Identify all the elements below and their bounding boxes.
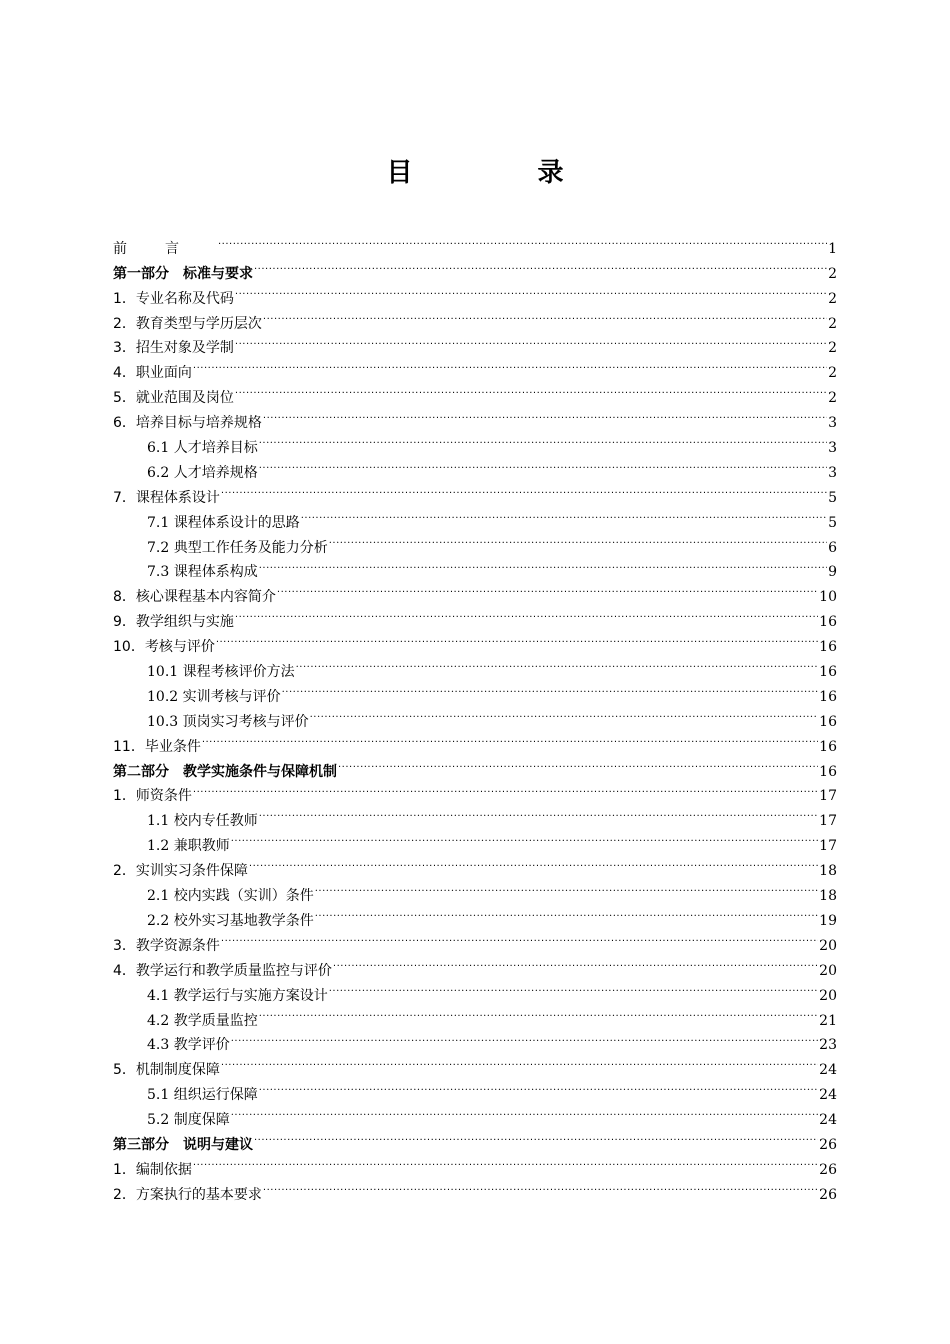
toc-dot-leader: [193, 1149, 818, 1174]
toc-entry-text: 第二部分 教学实施条件与保障机制: [113, 763, 337, 780]
toc-dot-leader: [218, 228, 827, 253]
toc-page-number: 24: [819, 1062, 837, 1079]
toc-dot-leader: [259, 1000, 818, 1025]
toc-page-number: 9: [828, 564, 837, 581]
toc-page-number: 16: [819, 713, 837, 730]
toc-dot-leader: [263, 402, 827, 427]
toc-entry-text: 8．核心课程基本内容简介: [113, 589, 276, 606]
toc-entry[interactable]: [113, 1149, 837, 1178]
toc-page-number: 16: [819, 688, 837, 705]
toc-entry[interactable]: [113, 502, 837, 531]
toc-dot-leader: [338, 751, 818, 776]
toc-page-number: 17: [819, 788, 837, 805]
toc-entry-text: 4．职业面向: [113, 365, 192, 382]
toc-page-number: 16: [819, 614, 837, 631]
toc-entry[interactable]: [113, 377, 837, 407]
toc-entry-text: 前言: [113, 240, 217, 257]
toc-entry-text: 第一部分 标准与要求: [113, 265, 253, 282]
toc-entry-text: 5.1 组织运行保障: [147, 1087, 258, 1104]
toc-entry[interactable]: [113, 950, 837, 979]
toc-entry[interactable]: [113, 477, 837, 506]
toc-list: [113, 228, 837, 1203]
toc-dot-leader: [202, 726, 818, 751]
toc-dot-leader: [231, 1025, 818, 1050]
toc-entry-text: 9．教学组织与实施: [113, 614, 234, 631]
toc-entry-text: 6.2 人才培养规格: [147, 464, 258, 481]
toc-entry[interactable]: [113, 751, 837, 780]
toc-page-number: 26: [819, 1186, 837, 1203]
toc-title: 目 录: [386, 158, 622, 188]
toc-entry-text: 第三部分 说明与建议: [113, 1136, 253, 1153]
toc-entry-text: 1．专业名称及代码: [113, 290, 234, 307]
toc-dot-leader: [329, 527, 827, 552]
toc-entry-text: 6．培养目标与培养规格: [113, 415, 262, 432]
toc-entry-text: 10.2 实训考核与评价: [147, 688, 281, 705]
toc-dot-leader: [193, 776, 818, 801]
toc-dot-leader: [249, 850, 818, 875]
toc-entry-text: 11．毕业条件: [113, 738, 201, 755]
toc-dot-leader: [259, 800, 818, 825]
toc-page-number: 2: [828, 290, 837, 307]
toc-entry[interactable]: [113, 253, 837, 282]
toc-entry[interactable]: [113, 726, 837, 755]
toc-dot-leader: [329, 975, 818, 1000]
toc-dot-leader: [259, 1074, 818, 1099]
toc-page-number: 19: [819, 912, 837, 929]
toc-entry-text: 2．实训实习条件保障: [113, 863, 248, 880]
toc-dot-leader: [235, 328, 827, 353]
toc-entry-text: 2.1 校内实践（实训）条件: [147, 888, 314, 905]
toc-entry[interactable]: [113, 925, 837, 954]
toc-dot-leader: [315, 900, 818, 925]
toc-page-number: 10: [819, 589, 837, 606]
toc-entry[interactable]: [113, 352, 837, 382]
toc-dot-leader: [333, 950, 818, 975]
toc-entry-text: 1．编制依据: [113, 1161, 192, 1178]
toc-dot-leader: [221, 1049, 818, 1074]
toc-dot-leader: [263, 1174, 818, 1199]
toc-entry[interactable]: [113, 1049, 837, 1079]
toc-dot-leader: [259, 452, 827, 477]
toc-entry-text: 3．招生对象及学制: [113, 340, 234, 357]
toc-entry-text: 10．考核与评价: [113, 639, 215, 656]
toc-page-number: 2: [828, 265, 837, 282]
toc-dot-leader: [254, 253, 827, 278]
toc-dot-leader: [310, 701, 819, 726]
toc-page-number: 2: [828, 365, 837, 382]
toc-entry-text: 4.1 教学运行与实施方案设计: [147, 987, 328, 1004]
toc-page-number: 3: [828, 464, 837, 481]
toc-page-number: 1: [828, 240, 837, 257]
toc-page-number: 24: [819, 1112, 837, 1129]
toc-page-number: 16: [819, 763, 837, 780]
toc-entry-text: 1．师资条件: [113, 788, 192, 805]
toc-entry-text: 7.2 典型工作任务及能力分析: [147, 539, 328, 556]
toc-entry-text: 2.2 校外实习基地教学条件: [147, 912, 314, 929]
toc-dot-leader: [221, 477, 827, 502]
toc-entry[interactable]: [113, 1174, 837, 1203]
toc-page-number: 17: [819, 813, 837, 830]
toc-page-number: 6: [828, 539, 837, 556]
toc-entry-text: 2．教育类型与学历层次: [113, 315, 262, 332]
toc-page-number: 20: [819, 987, 837, 1004]
toc-dot-leader: [235, 377, 827, 402]
toc-page-number: 20: [819, 937, 837, 954]
toc-page-number: 3: [828, 415, 837, 432]
toc-page-number: 2: [828, 315, 837, 332]
toc-dot-leader: [259, 552, 827, 577]
toc-entry-text: 7.1 课程体系设计的思路: [147, 514, 300, 531]
toc-entry-text: 1.1 校内专任教师: [147, 813, 258, 830]
toc-entry[interactable]: [113, 228, 837, 257]
toc-page-number: 26: [819, 1161, 837, 1178]
toc-entry[interactable]: [113, 626, 837, 656]
toc-entry-text: 2．方案执行的基本要求: [113, 1186, 262, 1203]
toc-page-number: 20: [819, 962, 837, 979]
toc-dot-leader: [277, 576, 818, 601]
toc-page-number: 18: [819, 863, 837, 880]
toc-page-number: 2: [828, 390, 837, 407]
toc-dot-leader: [231, 1099, 818, 1124]
toc-dot-leader: [254, 1124, 818, 1149]
toc-entry-text: 6.1 人才培养目标: [147, 440, 258, 457]
toc-entry-text: 4．教学运行和教学质量监控与评价: [113, 962, 332, 979]
toc-page-number: 2: [828, 340, 837, 357]
toc-page-number: 3: [828, 440, 837, 457]
toc-dot-leader: [296, 651, 819, 676]
toc-dot-leader: [259, 427, 827, 452]
toc-entry[interactable]: [113, 776, 837, 805]
toc-entry-text: 10.1 课程考核评价方法: [147, 664, 295, 681]
toc-page-number: 18: [819, 888, 837, 905]
toc-page-number: 24: [819, 1087, 837, 1104]
toc-page-number: 23: [819, 1037, 837, 1054]
toc-entry-text: 1.2 兼职教师: [147, 838, 230, 855]
toc-page-number: 16: [819, 664, 837, 681]
toc-dot-leader: [301, 502, 827, 527]
toc-entry-text: 7.3 课程体系构成: [147, 564, 258, 581]
toc-entry[interactable]: [113, 800, 837, 830]
toc-dot-leader: [221, 925, 818, 950]
toc-dot-leader: [263, 303, 827, 328]
toc-page-number: 5: [828, 514, 837, 531]
toc-page-number: 21: [819, 1012, 837, 1029]
toc-dot-leader: [235, 601, 818, 626]
toc-dot-leader: [282, 676, 819, 701]
toc-entry-text: 3．教学资源条件: [113, 937, 220, 954]
toc-page-number: 26: [819, 1136, 837, 1153]
toc-page-number: 17: [819, 838, 837, 855]
toc-entry[interactable]: [113, 651, 837, 681]
toc-dot-leader: [193, 352, 827, 377]
toc-dot-leader: [231, 825, 818, 850]
toc-page-number: 5: [828, 489, 837, 506]
toc-entry-text: 5．就业范围及岗位: [113, 390, 234, 407]
toc-page-number: 16: [819, 639, 837, 656]
toc-entry-text: 5．机制制度保障: [113, 1062, 220, 1079]
toc-entry-text: 7．课程体系设计: [113, 489, 220, 506]
toc-entry-text: 4.2 教学质量监控: [147, 1012, 258, 1029]
toc-dot-leader: [216, 626, 818, 651]
toc-entry[interactable]: [113, 1074, 837, 1104]
toc-dot-leader: [235, 278, 827, 303]
toc-entry-text: 10.3 顶岗实习考核与评价: [147, 713, 309, 730]
toc-dot-leader: [315, 875, 818, 900]
toc-entry-text: 5.2 制度保障: [147, 1112, 230, 1129]
toc-page-number: 16: [819, 738, 837, 755]
toc-entry-text: 4.3 教学评价: [147, 1037, 230, 1054]
